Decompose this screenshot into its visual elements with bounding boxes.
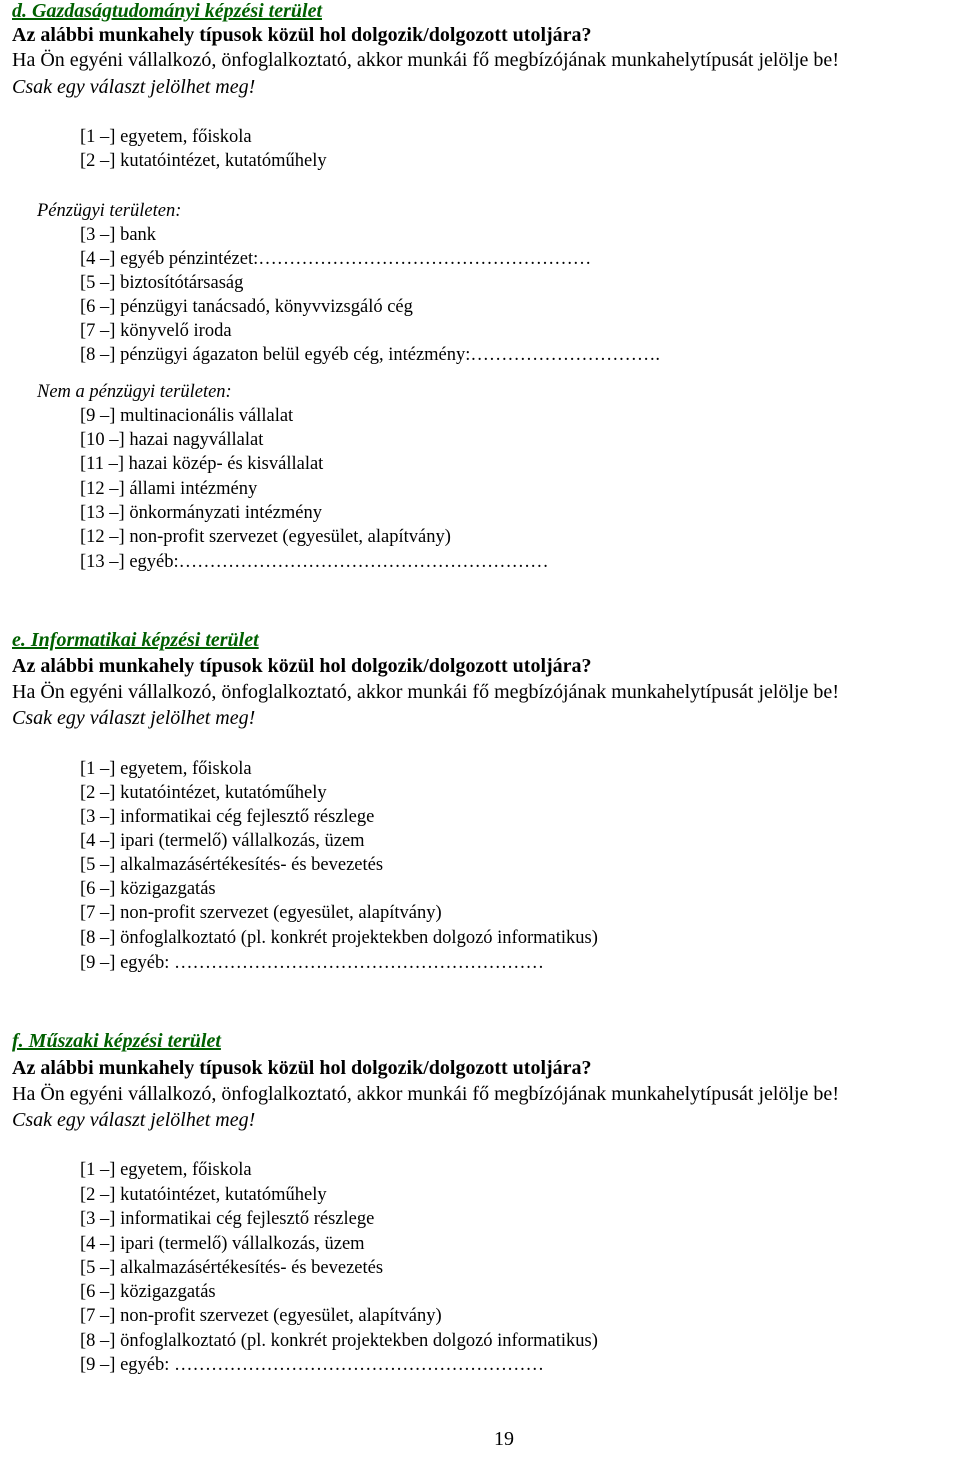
option-item[interactable]: [4 –] egyéb pénzintézet:……………………………………………… xyxy=(80,249,592,269)
section-note-f: Csak egy választ jelölhet meg! xyxy=(12,1109,256,1131)
page-number: 19 xyxy=(494,1428,514,1450)
section-instruction-e: Ha Ön egyéni vállalkozó, önfoglalkoztató, akkor munkái fő megbízójának munkahelytípusát jelölje be! xyxy=(12,681,839,703)
section-question-e: Az alábbi munkahely típusok közül hol dolgozik/dolgozott utoljára? xyxy=(12,655,592,677)
option-item[interactable]: [1 –] egyetem, főiskola xyxy=(80,759,252,779)
option-item[interactable]: [9 –] egyéb: …………………………………………………… xyxy=(80,953,545,973)
option-item[interactable]: [7 –] könyvelő iroda xyxy=(80,321,232,341)
option-item[interactable]: [13 –] egyéb:…………………………………………………… xyxy=(80,552,549,572)
option-item[interactable]: [12 –] állami intézmény xyxy=(80,479,258,499)
option-item[interactable]: [13 –] önkormányzati intézmény xyxy=(80,503,322,523)
option-item[interactable]: [1 –] egyetem, főiskola xyxy=(80,127,252,147)
section-instruction-d: Ha Ön egyéni vállalkozó, önfoglalkoztató, akkor munkái fő megbízójának munkahelytípusát jelölje be! xyxy=(12,49,839,71)
option-item[interactable]: [9 –] multinacionális vállalat xyxy=(80,406,294,426)
option-item[interactable]: [5 –] alkalmazásértékesítés- és bevezetés xyxy=(80,855,384,875)
option-item[interactable]: [6 –] közigazgatás xyxy=(80,1282,216,1302)
option-item[interactable]: [7 –] non-profit szervezet (egyesület, alapítvány) xyxy=(80,903,442,923)
section-heading-d: d. Gazdaságtudományi képzési terület xyxy=(12,0,323,22)
option-item[interactable]: [6 –] közigazgatás xyxy=(80,879,216,899)
option-item[interactable]: [3 –] bank xyxy=(80,225,157,245)
option-item[interactable]: [8 –] önfoglalkoztató (pl. konkrét projektekben dolgozó informatikus) xyxy=(80,1331,598,1351)
option-item[interactable]: [4 –] ipari (termelő) vállalkozás, üzem xyxy=(80,1234,365,1254)
section-heading-f: f. Műszaki képzési terület xyxy=(12,1030,221,1052)
section-heading-e: e. Informatikai képzési terület xyxy=(12,629,259,651)
option-item[interactable]: [2 –] kutatóintézet, kutatóműhely xyxy=(80,151,327,171)
section-question-d: Az alábbi munkahely típusok közül hol dolgozik/dolgozott utoljára? xyxy=(12,24,592,46)
option-item[interactable]: [9 –] egyéb: …………………………………………………… xyxy=(80,1355,545,1375)
section-instruction-f: Ha Ön egyéni vállalkozó, önfoglalkoztató, akkor munkái fő megbízójának munkahelytípusát jelölje be! xyxy=(12,1083,839,1105)
option-item[interactable]: [1 –] egyetem, főiskola xyxy=(80,1160,252,1180)
option-item[interactable]: [5 –] alkalmazásértékesítés- és bevezetés xyxy=(80,1258,384,1278)
option-item[interactable]: [2 –] kutatóintézet, kutatóműhely xyxy=(80,783,327,803)
section-note-d: Csak egy választ jelölhet meg! xyxy=(12,76,256,98)
option-item[interactable]: [10 –] hazai nagyvállalat xyxy=(80,430,264,450)
option-item[interactable]: [6 –] pénzügyi tanácsadó, könyvvizsgáló cég xyxy=(80,297,413,317)
option-item[interactable]: [8 –] pénzügyi ágazaton belül egyéb cég, intézmény:…………………………. xyxy=(80,345,661,365)
group-label-non-financial: Nem a pénzügyi területen: xyxy=(37,382,232,402)
section-note-e: Csak egy választ jelölhet meg! xyxy=(12,707,256,729)
group-label-financial: Pénzügyi területen: xyxy=(37,201,182,221)
option-item[interactable]: [8 –] önfoglalkoztató (pl. konkrét projektekben dolgozó informatikus) xyxy=(80,928,598,948)
option-item[interactable]: [3 –] informatikai cég fejlesztő részlege xyxy=(80,807,375,827)
option-item[interactable]: [2 –] kutatóintézet, kutatóműhely xyxy=(80,1185,327,1205)
option-item[interactable]: [5 –] biztosítótársaság xyxy=(80,273,244,293)
section-question-f: Az alábbi munkahely típusok közül hol dolgozik/dolgozott utoljára? xyxy=(12,1057,592,1079)
option-item[interactable]: [11 –] hazai közép- és kisvállalat xyxy=(80,454,324,474)
option-item[interactable]: [12 –] non-profit szervezet (egyesület, alapítvány) xyxy=(80,527,451,547)
option-item[interactable]: [4 –] ipari (termelő) vállalkozás, üzem xyxy=(80,831,365,851)
option-item[interactable]: [7 –] non-profit szervezet (egyesület, alapítvány) xyxy=(80,1306,442,1326)
option-item[interactable]: [3 –] informatikai cég fejlesztő részlege xyxy=(80,1209,375,1229)
